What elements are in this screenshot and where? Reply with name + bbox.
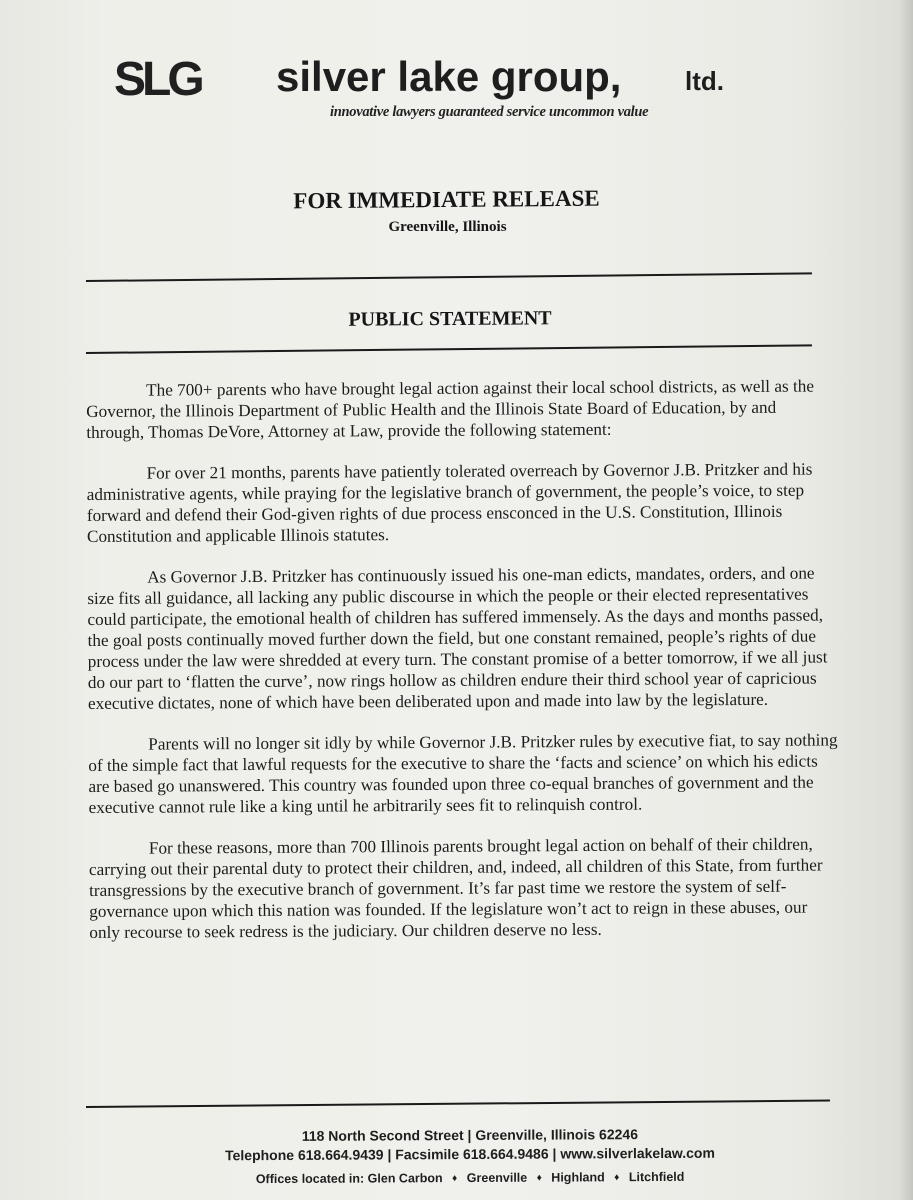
footer-address: 118 North Second Street | Greenville, Illinois 62246 xyxy=(301,1126,639,1144)
office-location: Glen Carbon xyxy=(367,1171,443,1186)
statement-body xyxy=(86,375,840,963)
divider-footer xyxy=(86,1100,830,1108)
diamond-separator-icon: ♦ xyxy=(452,1173,458,1185)
paragraph: The 700+ parents who have brought legal action against their local school districts, as well as the Governor, the Illinois Department of Public Health and the Illinois State Board of Education, by and through, Thomas DeVore, Attorney at Law, provide the following statement: xyxy=(86,376,814,442)
office-location: Greenville xyxy=(466,1170,528,1186)
company-tagline: innovative lawyers guaranteed service uncommon value xyxy=(330,104,649,120)
office-location: Highland xyxy=(551,1170,605,1185)
footer xyxy=(100,1124,840,1189)
letterhead xyxy=(112,52,752,132)
diamond-separator-icon: ♦ xyxy=(614,1172,620,1184)
company-logo-mark: SLG xyxy=(114,53,201,106)
company-suffix: ltd. xyxy=(685,66,724,96)
office-location: Litchfield xyxy=(628,1169,685,1185)
paragraph: For these reasons, more than 700 Illinois parents brought legal action on behalf of their children, carrying out their parental duty to protect their children, and, indeed, all children of this State, from further transgressions by the executive branch of government. It’s far past time we restore the system of self-governance upon which this nation was founded. If the legislature won’t act to reign in these abuses, our only recourse to seek redress is the judiciary. Our children deserve no less. xyxy=(88,834,823,942)
divider-under-heading xyxy=(86,344,812,354)
footer-offices xyxy=(100,1168,840,1189)
paragraph: Parents will no longer sit idly by while Governor J.B. Pritzker rules by executive fiat, to say nothing of the simple fact that lawful requests for the executive to share the ‘facts and science’ on which his edicts are based go unanswered. This country was founded upon three co-equal branches of government and the executive cannot rule like a king until he arbitrarily sees fit to relinquish control. xyxy=(88,730,838,817)
company-name: silver lake group, xyxy=(276,53,622,100)
page-edge-shadow xyxy=(899,0,913,1200)
divider-top xyxy=(86,272,812,282)
footer-contact: Telephone 618.664.9439 | Facsimile 618.664.9486 | www.silverlakelaw.com xyxy=(225,1144,715,1164)
paragraph: As Governor J.B. Pritzker has continuously issued his one-man edicts, mandates, orders, and one size fits all guidance, all lacking any public discourse in which the people or their elected representatives could participate, the emotional health of children has suffered immensely. As the days and months passed, the goal posts continually moved further down the field, but one constant remained, people’s rights of due process under the law were shredded at every turn. The constant promise of a better tomorrow, if we all just do our part to ‘flatten the curve’, now rings hollow as children endure their third school year of capricious executive dictates, none of which have been deliberated upon and made into law by the legislature. xyxy=(87,563,828,713)
offices-label: Offices located in: xyxy=(255,1171,365,1187)
release-location: Greenville, Illinois xyxy=(388,219,507,235)
statement-heading: PUBLIC STATEMENT xyxy=(348,307,552,331)
diamond-separator-icon: ♦ xyxy=(536,1172,542,1184)
release-title: FOR IMMEDIATE RELEASE xyxy=(293,185,600,214)
paragraph: For over 21 months, parents have patiently tolerated overreach by Governor J.B. Pritzker and his administrative agents, while praying for the legislative branch of government, the people’s voice, to step forward and defend their God-given rights of due process ensconced in the U.S. Constitution, Illinois Constitution and applicable Illinois statutes. xyxy=(86,459,813,546)
